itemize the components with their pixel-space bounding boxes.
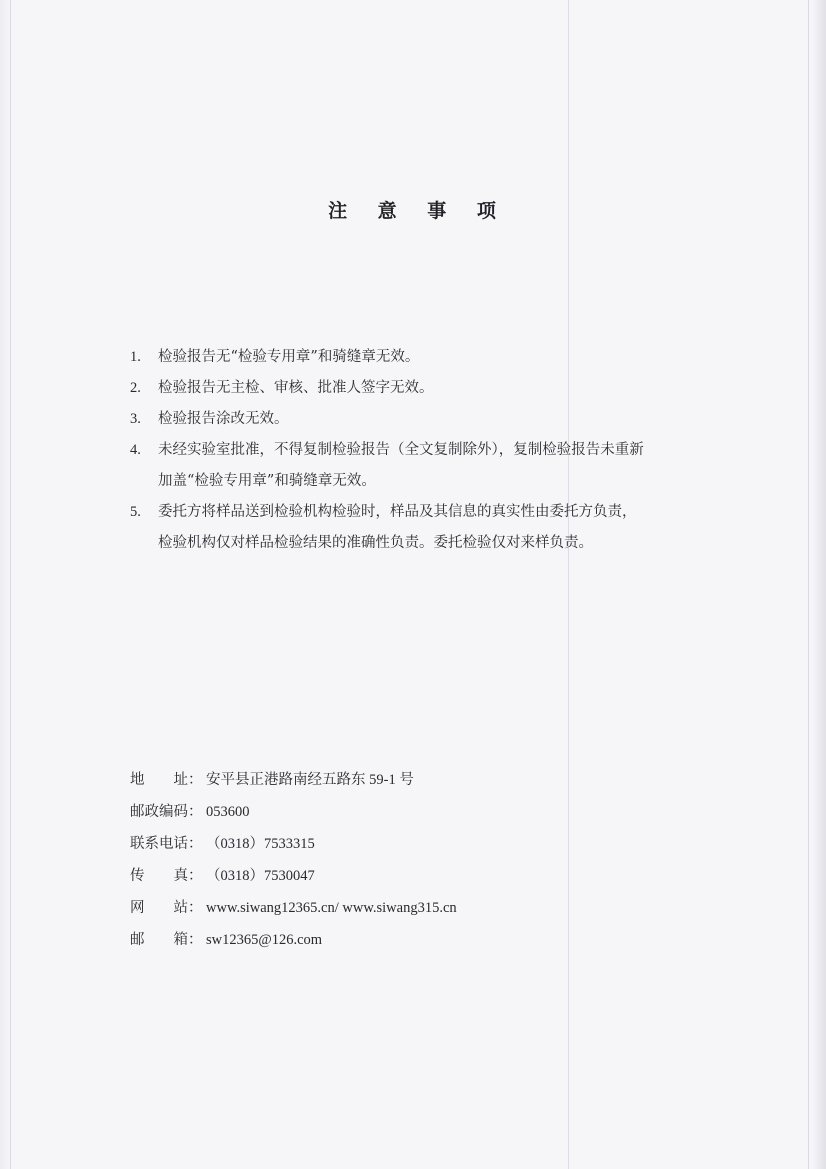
note-number: 2. (130, 380, 141, 396)
note-text (158, 497, 730, 559)
note-text (158, 342, 730, 373)
email-label: 邮 箱： (130, 932, 203, 948)
website-value: www.siwang12365.cn/ www.siwang315.cn (206, 900, 457, 916)
fax-label: 传 真： (130, 868, 203, 884)
fax-value: （0318）7530047 (206, 868, 315, 884)
note-line: 检验机构仅对样品检验结果的准确性负责。委托检验仅对来样负责。 (158, 535, 593, 551)
notes-list (130, 342, 730, 559)
page-fold-line (568, 0, 569, 1169)
note-line: 加盖“检验专用章”和骑缝章无效。 (158, 473, 376, 489)
note-item (130, 435, 730, 497)
postcode-label: 邮政编码： (130, 804, 203, 820)
note-line: 委托方将样品送到检验机构检验时，样品及其信息的真实性由委托方负责， (158, 504, 637, 520)
note-line: 检验报告无“检验专用章”和骑缝章无效。 (158, 349, 420, 365)
phone-value: （0318）7533315 (206, 836, 315, 852)
website-row (130, 892, 730, 924)
note-text (158, 373, 730, 404)
website-label: 网 站： (130, 900, 203, 916)
page-left-edge (10, 0, 11, 1169)
note-number: 5. (130, 504, 141, 520)
phone-row (130, 828, 730, 860)
note-text (158, 404, 730, 435)
page-title: 注 意 事 项 (328, 200, 508, 222)
note-item (130, 404, 730, 435)
postcode-value: 053600 (206, 804, 250, 820)
phone-label: 联系电话： (130, 836, 203, 852)
email-row (130, 924, 730, 956)
note-line: 检验报告无主检、审核、批准人签字无效。 (158, 380, 434, 396)
email-value: sw12365@126.com (206, 932, 323, 948)
note-number: 1. (130, 349, 141, 365)
address-value: 安平县正港路南经五路东 59-1 号 (206, 772, 414, 788)
address-label: 地 址： (130, 772, 203, 788)
note-line: 未经实验室批准，不得复制检验报告（全文复制除外），复制检验报告未重新 (158, 442, 644, 458)
postcode-row (130, 796, 730, 828)
note-text (158, 435, 730, 497)
address-row (130, 764, 730, 796)
page-right-edge (808, 0, 809, 1169)
note-item (130, 342, 730, 373)
note-line: 检验报告涂改无效。 (158, 411, 289, 427)
fax-row (130, 860, 730, 892)
note-item (130, 497, 730, 559)
contact-info (130, 764, 730, 956)
note-item (130, 373, 730, 404)
note-number: 3. (130, 411, 141, 427)
note-number: 4. (130, 442, 141, 458)
